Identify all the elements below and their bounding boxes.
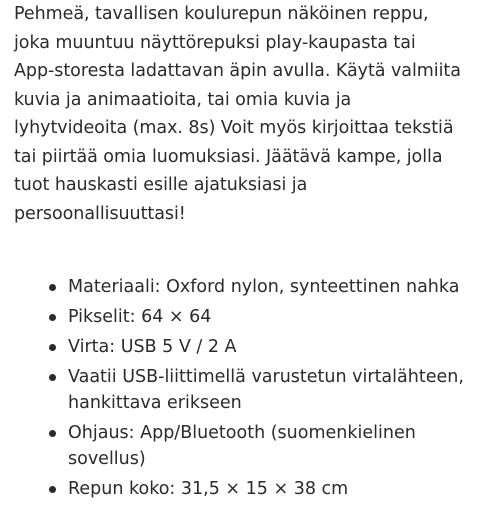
- spec-text: Repun koko: 31,5 × 15 × 38 cm: [68, 479, 349, 499]
- spec-text: sovellus): [68, 449, 146, 469]
- spec-text: Virta: USB 5 V / 2 A: [68, 337, 237, 357]
- description-line: tuot hauskasti esille ajatuksiasi ja: [14, 175, 308, 195]
- bullet-icon: [49, 486, 56, 493]
- spec-item-power: [0, 334, 480, 360]
- bullet-icon: [49, 314, 56, 321]
- bullet-icon: [49, 374, 56, 381]
- description-line: kuvia ja animaatioita, tai omia kuvia ja: [14, 89, 352, 110]
- spec-item-pixels: [0, 304, 480, 330]
- description-line: joka muuntuu näyttörepuksi play-kaupasta tai: [14, 32, 416, 53]
- spec-text: Vaatii USB-liittimellä varustetun virtalähteen,: [68, 367, 464, 387]
- spec-text: Ohjaus: App/Bluetooth (suomenkielinen: [68, 423, 416, 443]
- spec-item-control: [0, 420, 480, 472]
- description-line: App-storesta ladattavan äpin avulla. Käytä valmiita: [14, 61, 461, 81]
- description-line: tai piirtää omia luomuksiasi. Jäätävä kampe, jolla: [14, 146, 443, 167]
- description-line: Pehmeä, tavallisen koulurepun näköinen reppu,: [14, 4, 429, 24]
- spec-item-material: [0, 274, 480, 300]
- description-line: persoonallisuuttasi!: [14, 203, 186, 224]
- spec-item-power-source: [0, 364, 480, 416]
- description-line: lyhytvideoita (max. 8s) Voit myös kirjoittaa tekstiä: [14, 118, 454, 138]
- bullet-icon: [49, 344, 56, 351]
- bullet-icon: [49, 284, 56, 291]
- bullet-icon: [49, 430, 56, 437]
- specification-list: [0, 274, 480, 506]
- spec-text: Pikselit: 64 × 64: [68, 307, 212, 327]
- spec-item-size: [0, 476, 480, 502]
- spec-text: Materiaali: Oxford nylon, synteettinen nahka: [68, 277, 460, 297]
- spec-text: hankittava erikseen: [68, 393, 242, 413]
- product-description: [14, 0, 470, 228]
